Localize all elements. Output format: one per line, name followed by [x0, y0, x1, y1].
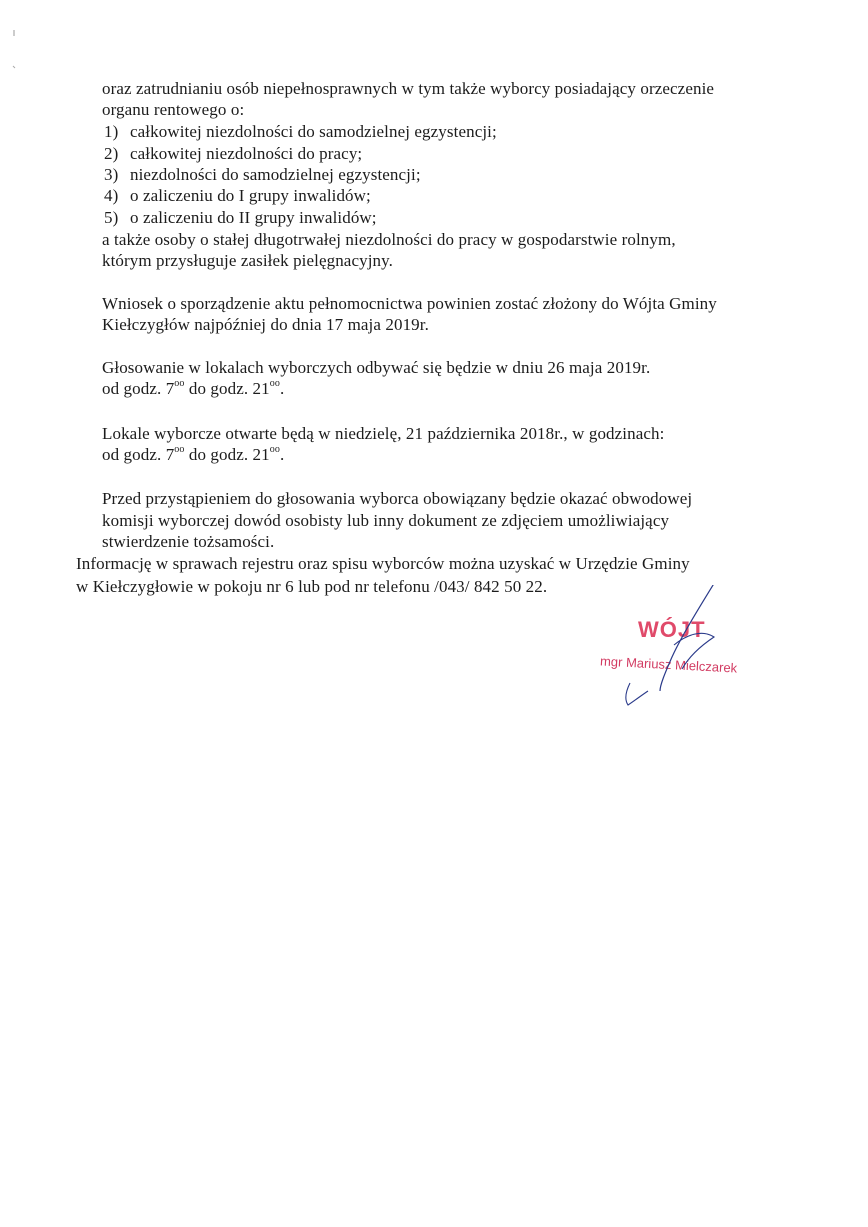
list-item-number: 1)	[104, 122, 119, 141]
info-paragraph-line-2: w Kiełczygłowie w pokoju nr 6 lub pod nr telefonu /043/ 842 50 22.	[76, 577, 548, 596]
voting-hours-to: do godz. 21	[184, 379, 270, 398]
id-paragraph-line-1: Przed przystąpieniem do głosowania wyborca obowiązany będzie okazać obwodowej	[102, 489, 693, 508]
voting-paragraph-line-1: Głosowanie w lokalach wyborczych odbywać się będzie w dniu 26 maja 2019r.	[102, 358, 651, 377]
voting-paragraph-line-2	[102, 378, 284, 400]
list-item-text: całkowitej niezdolności do pracy;	[130, 144, 363, 163]
after-list-line-1: a także osoby o stałej długotrwałej niezdolności do pracy w gospodarstwie rolnym,	[102, 230, 676, 249]
list-item-text: niezdolności do samodzielnej egzystencji;	[130, 165, 421, 184]
handwritten-signature	[590, 585, 770, 715]
official-stamp	[590, 585, 770, 715]
list-item-text: całkowitej niezdolności do samodzielnej egzystencji;	[130, 122, 497, 141]
voting-hours-to-sup: oo	[269, 378, 280, 390]
stamp-name: mgr Mariusz Mielczarek	[599, 653, 738, 676]
stamp-title: WÓJT	[638, 617, 706, 642]
opening-hours-to-sup: oo	[269, 444, 280, 456]
voting-hours-end: .	[279, 379, 285, 398]
list-item	[104, 207, 377, 229]
info-paragraph-line-1: Informację w sprawach rejestru oraz spisu wyborców można uzyskać w Urzędzie Gminy	[76, 554, 690, 573]
id-paragraph-line-2: komisji wyborczej dowód osobisty lub inny dokument ze zdjęciem umożliwiający	[102, 511, 670, 530]
voting-hours-from-sup: oo	[174, 378, 185, 390]
proxy-paragraph-line-1: Wniosek o sporządzenie aktu pełnomocnictwa powinien zostać złożony do Wójta Gminy	[102, 294, 717, 313]
list-item-number: 3)	[104, 165, 119, 184]
list-item	[104, 185, 371, 207]
opening-hours-from-sup: oo	[174, 444, 185, 456]
list-item-number: 2)	[104, 144, 119, 163]
list-item-text: o zaliczeniu do I grupy inwalidów;	[130, 186, 371, 205]
scan-margin-mark	[10, 28, 18, 88]
opening-hours-to: do godz. 21	[184, 445, 270, 464]
list-item	[104, 121, 497, 143]
proxy-paragraph-line-2: Kiełczygłów najpóźniej do dnia 17 maja 2019r.	[102, 315, 429, 334]
opening-hours-end: .	[279, 445, 285, 464]
intro-line-2: organu rentowego o:	[102, 100, 245, 119]
opening-hours-from: od godz. 7	[102, 445, 175, 464]
after-list-line-2: którym przysługuje zasiłek pielęgnacyjny.	[102, 251, 393, 270]
id-paragraph-line-3: stwierdzenie tożsamości.	[102, 532, 275, 551]
opening-paragraph-line-2	[102, 444, 284, 466]
list-item-number: 4)	[104, 186, 119, 205]
voting-hours-from: od godz. 7	[102, 379, 175, 398]
list-item	[104, 164, 421, 186]
opening-paragraph-line-1: Lokale wyborcze otwarte będą w niedzielę, 21 października 2018r., w godzinach:	[102, 424, 665, 443]
list-item-number: 5)	[104, 208, 119, 227]
list-item-text: o zaliczeniu do II grupy inwalidów;	[130, 208, 377, 227]
list-item	[104, 143, 362, 165]
intro-line-1: oraz zatrudnianiu osób niepełnosprawnych w tym także wyborcy posiadający orzeczenie	[102, 79, 715, 98]
